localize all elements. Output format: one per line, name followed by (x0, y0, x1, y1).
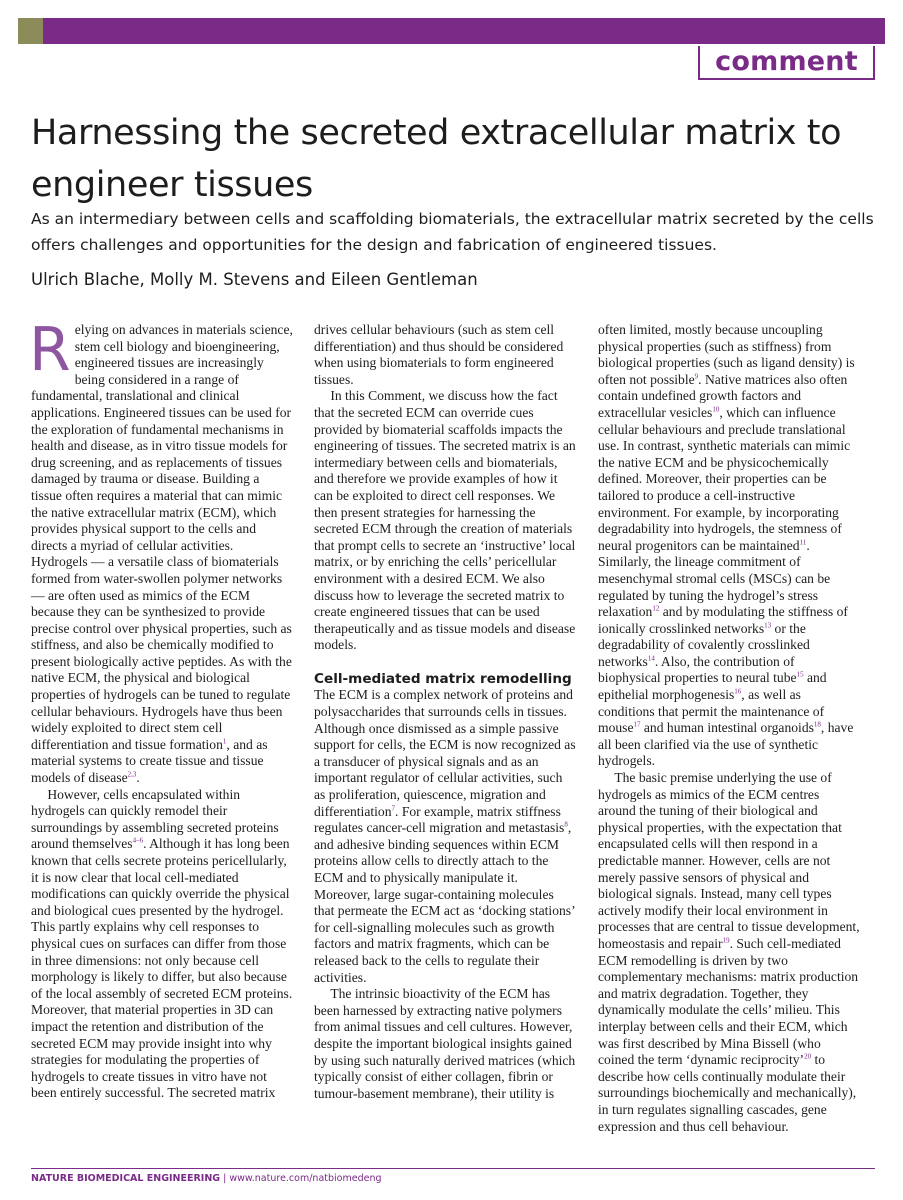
paragraph-text: . Also, the contribution of biophysical properties to neural tube (598, 653, 797, 686)
body-paragraph (29, 315, 293, 787)
body-paragraph (31, 787, 293, 1102)
reference-link[interactable]: 18 (813, 720, 821, 729)
body-column-1 (29, 315, 293, 1102)
reference-link[interactable]: 7 (391, 804, 396, 813)
body-paragraph (314, 322, 576, 388)
paragraph-text: . Native matrices also often contain undefined growth factors and extracellular vesicles (598, 371, 848, 420)
reference-link[interactable]: 11 (799, 538, 807, 547)
paragraph-text: , as well as conditions that permit the maintenance of mouse (598, 687, 825, 736)
paragraph-text: , have all been clarified via the use of synthetic hydrogels. (598, 720, 854, 769)
paragraph-text: . For example, matrix stiffness regulates cancer-cell migration and metastasis (314, 803, 565, 836)
article-standfirst: As an intermediary between cells and scaffolding biomaterials, the extracellular matrix secreted by the cells offers challenges and opportunities for the design and fabrication of engineered tissues. (31, 210, 874, 254)
body-paragraph (314, 388, 576, 654)
section-subheading: Cell-mediated matrix remodelling (314, 670, 572, 687)
reference-link[interactable]: 12 (652, 604, 660, 613)
reference-link[interactable]: 4–6 (132, 836, 144, 845)
paragraph-text: , and adhesive binding sequences within ECM proteins allow cells to directly attach to the ECM and to physically manipulate it. Moreover, large sugar-containing molecules that permeate the ECM act as ‘docking stations’ for cell-signalling molecules such as growth factors and matrix fragments, which can be released back to the cells to regulate their activities. (314, 820, 575, 985)
paragraph-text: , and as material systems to create tissue and tissue models of disease (31, 736, 268, 786)
header-accent-block (18, 18, 43, 44)
reference-link[interactable]: 14 (647, 654, 655, 663)
footer-divider (31, 1168, 875, 1169)
paragraph-text: elying on advances in materials science, stem cell biology and bioengineering, engineered tissues are increasingly being considered in a range of fundamental, translational and clinical applications. Engineered tissues can be used for the exploration of fundamental mechanisms in health and disease, as in vitro tissue models for drug screening, and as replacements of tissues damaged by trauma or disease. Building a tissue often requires a material that can mimic the native extracellular matrix (ECM), which provides physical support to the cells and directs a myriad of cellular activities. Hydrogels — a versatile class of biomaterials formed from water-swollen polymer networks — are often used as mimics of the ECM because they can be synthesized to provide precise control over physical properties, such as stiffness, and also be chemically modified to present biologically active peptides. As with the native ECM, the physical and biological properties of hydrogels can be tuned to regulate cellular behaviours. Hydrogels have thus been widely exploited to direct stem cell differentiation and tissue formation (31, 322, 293, 752)
header-bar (43, 18, 885, 44)
body-paragraph (598, 322, 860, 770)
footer-url-link[interactable]: www.nature.com/natbiomedeng (229, 1173, 382, 1184)
reference-link[interactable]: 17 (633, 720, 641, 729)
paragraph-text: . Such cell-mediated ECM remodelling is driven by two complementary mechanisms: matrix production and matrix degradation. Together, they dynamically modulate the cells’ milieu. This interplay between cells and their ECM, which was first described by Mina Bissell (who coined the term ‘dynamic reciprocity’ (598, 935, 859, 1068)
body-column-3 (598, 322, 860, 1135)
reference-link[interactable]: 16 (734, 687, 742, 696)
reference-link[interactable]: 15 (796, 670, 804, 679)
paragraph-text: drives cellular behaviours (such as stem cell differentiation) and thus should be considered when using biomaterials to form engineered tissues. (314, 322, 564, 387)
paragraph-text: and human intestinal organoids (640, 720, 814, 736)
section-label: comment (698, 46, 875, 80)
body-paragraph (314, 687, 576, 986)
paragraph-text: to describe how cells continually modulate their surroundings biochemically and mechanically), in turn regulates signalling cascades, gene expression and thus cell behaviour. (598, 1052, 857, 1134)
drop-cap: R (29, 315, 71, 385)
body-paragraph (598, 770, 860, 1135)
paragraph-text: . Although it has long been known that cells secrete proteins pericellularly, it is now clear that local cell-mediated modifications can quickly override the physical and biological cues presented by the hydrogel. This partly explains why cell responses to physical cues on surfaces can differ from those in three dimensions: not only because cell morphology is likely to differ, but also because of the local assembly of secreted ECM proteins. Moreover, that material properties in 3D can impact the retention and distribution of the secreted ECM may provide insight into why strategies for modulating the properties of hydrogels to create tissues in vitro have not been entirely successful. The secreted matrix (31, 836, 293, 1101)
footer-separator: | (220, 1173, 230, 1184)
paragraph-text: In this Comment, we discuss how the fact that the secreted ECM can override cues provided by biomaterial scaffolds impacts the engineering of tissues. The secreted matrix is an intermediary between cells and biomaterials, and therefore we provide examples of how it can be exploited to direct cell responses. We then present strategies for harnessing the secreted ECM through the creation of materials that prompt cells to secrete an ‘instructive’ local matrix, or by enriching the cells’ pericellular environment with a desired ECM. We also discuss how to leverage the secreted matrix to create engineered tissues that can be used therapeutically and as tissue models and disease models. (314, 388, 576, 653)
article-title: Harnessing the secreted extracellular matrix to engineer tissues (31, 113, 842, 205)
reference-link[interactable]: 10 (712, 405, 720, 414)
footer-journal-name: NATURE BIOMEDICAL ENGINEERING (31, 1173, 221, 1184)
body-paragraph (314, 986, 576, 1102)
reference-link[interactable]: 1 (222, 737, 227, 746)
reference-link[interactable]: 2,3 (127, 770, 137, 779)
reference-link[interactable]: 13 (764, 621, 772, 630)
reference-link[interactable]: 9 (694, 372, 699, 381)
reference-link[interactable]: 19 (722, 936, 730, 945)
reference-link[interactable]: 20 (804, 1052, 812, 1061)
paragraph-text: or the degradability of covalently crosslinked networks (598, 620, 810, 669)
paragraph-text: often limited, mostly because uncoupling physical properties (such as stiffness) from biological properties (such as ligand density) is often not possible (598, 322, 855, 387)
paragraph-text: The basic premise underlying the use of hydrogels as mimics of the ECM centres around the tuning of their biological and physical properties, with the expectation that encapsulated cells will then respond in a predictable manner. However, cells are not merely passive sensors of physical and biological signals. Instead, many cell types actively modify their local environment in processes that are central to tissue development, homeostasis and repair (598, 770, 860, 951)
page-footer (31, 1172, 382, 1186)
reference-link[interactable]: 8 (564, 820, 568, 829)
paragraph-text: and by modulating the stiffness of ionically crosslinked networks (598, 604, 848, 636)
paragraph-text: . Similarly, the lineage commitment of mesenchymal stromal cells (MSCs) can be regulated by tuning the hydrogel’s stress relaxation (598, 537, 831, 620)
paragraph-text: The intrinsic bioactivity of the ECM has been harnessed by extracting native polymers from animal tissues and cell cultures. However, despite the important biological insights gained by using such naturally derived matrices (which typically consist of either collagen, fibrin or tumour-basement membrane), their utility is (314, 986, 576, 1101)
article-authors: Ulrich Blache, Molly M. Stevens and Eileen Gentleman (31, 270, 478, 289)
paragraph-text: The ECM is a complex network of proteins and polysaccharides that surrounds cells in tissues. Although once dismissed as a simple passive support for cells, the ECM is now recognized as a transducer of physical signals and as an important regulator of cellular activities, such as proliferation, quiescence, migration and differentiation (314, 687, 576, 819)
paragraph-text: However, cells encapsulated within hydrogels can quickly remodel their surroundings by assembling secreted proteins around themselves (31, 786, 279, 852)
body-column-2 (314, 322, 576, 1102)
paragraph-text: and epithelial morphogenesis (598, 670, 827, 703)
paragraph-text: , which can influence cellular behaviours and preclude translational use. In contrast, synthetic materials can mimic the native ECM and be physicochemically defined. Moreover, their properties can be tailored to produce a cell-instructive environment. For example, by incorporating degradability into hydrogels, the stemness of neural progenitors can be maintained (598, 404, 851, 553)
paragraph-text: . (136, 770, 140, 786)
